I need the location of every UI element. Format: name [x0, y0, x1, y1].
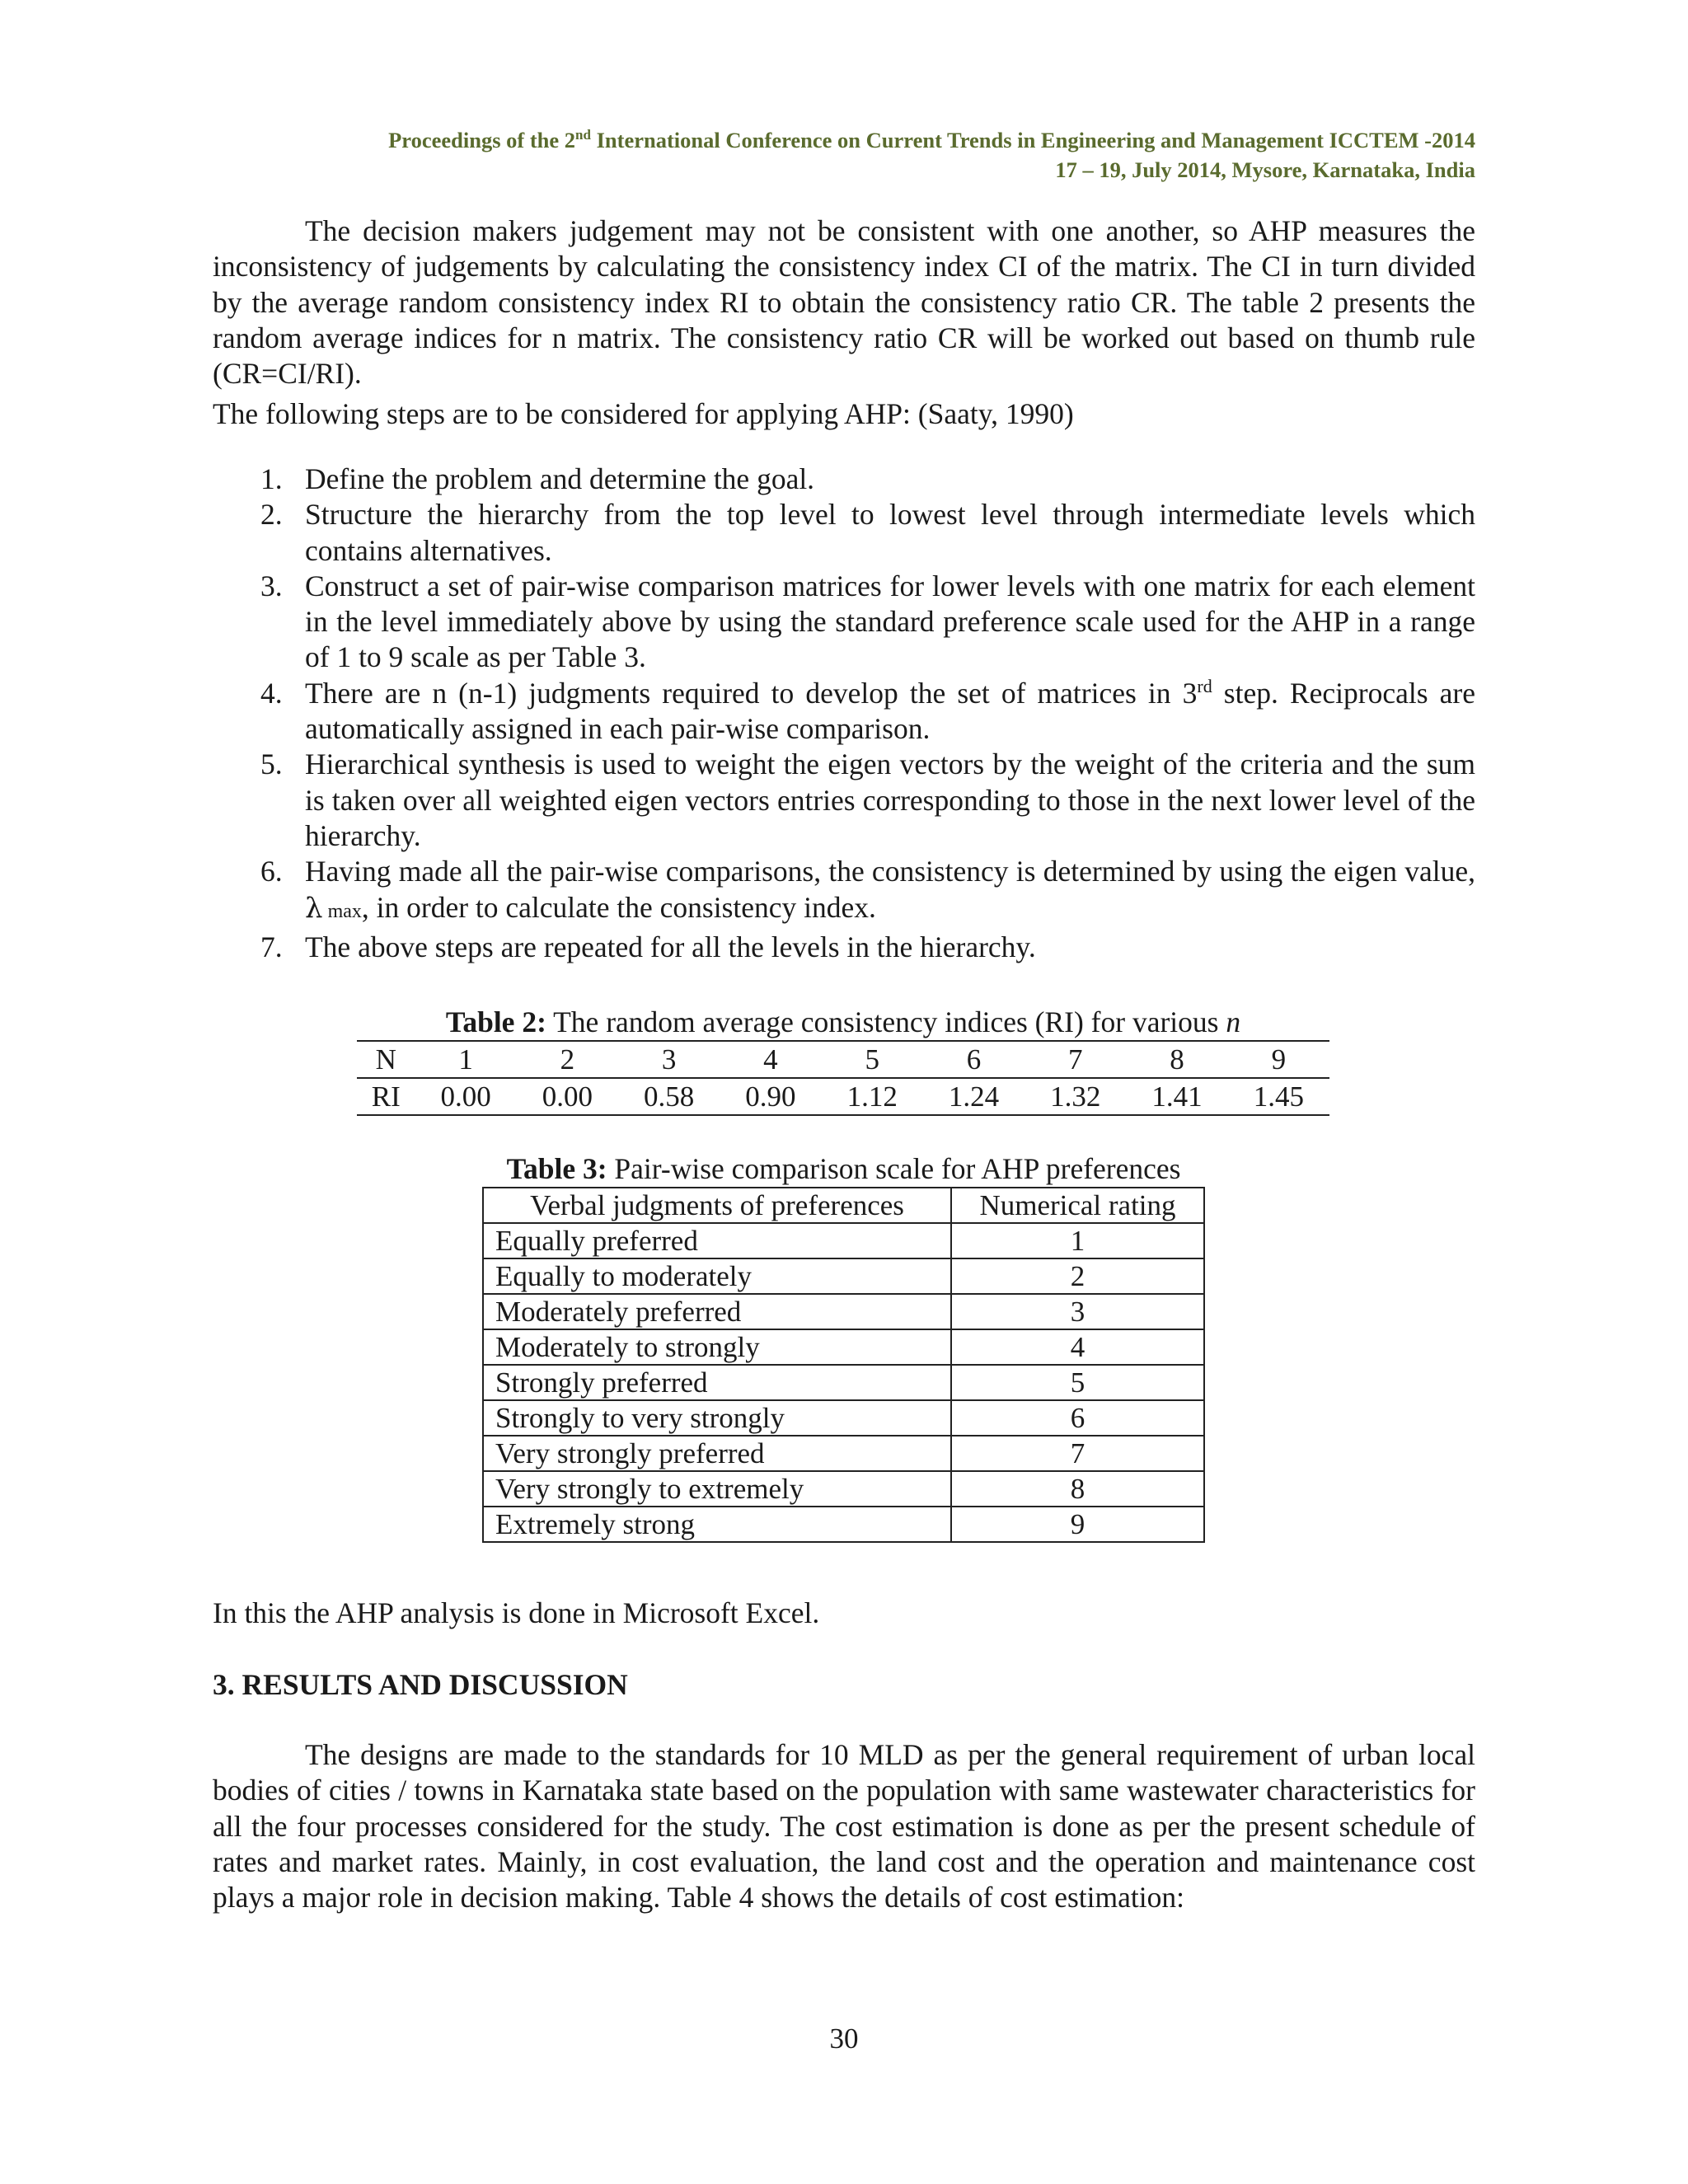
table-row: Very strongly preferred 7 — [483, 1436, 1204, 1471]
steps-intro: The following steps are to be considered for applying AHP: (Saaty, 1990) — [213, 397, 1074, 430]
table-row: Strongly preferred 5 — [483, 1365, 1204, 1400]
table-row: Equally preferred 1 — [483, 1223, 1204, 1258]
header-line-1: Proceedings of the 2nd International Conference on Current Trends in Engineering and Management ICCTEM -2014 — [388, 127, 1475, 152]
running-header — [157, 125, 1475, 185]
lambda-symbol: λ — [305, 891, 323, 925]
table3-comparison-scale — [482, 1187, 1205, 1543]
list-item: 3. Construct a set of pair-wise comparison matrices for lower levels with one matrix for each element in the level immediately above by using the standard preference scale used for the AHP in a range of 1 to 9 scale as per Table 3. — [260, 569, 1475, 674]
list-item: 4. There are n (n-1) judgments required to develop the set of matrices in 3rd step. Reciprocals are automatically assigned in each pair-wise comparison. — [260, 675, 1475, 746]
excel-note: In this the AHP analysis is done in Microsoft Excel. — [213, 1596, 820, 1629]
list-item: 7. The above steps are repeated for all the levels in the hierarchy. — [260, 930, 1036, 963]
table-row: Very strongly to extremely 8 — [483, 1471, 1204, 1507]
ahp-steps-list — [213, 462, 1475, 965]
table-row: Strongly to very strongly 6 — [483, 1400, 1204, 1436]
list-item: 5. Hierarchical synthesis is used to weight the eigen vectors by the weight of the criteria and the sum is taken over all weighted eigen vectors entries corresponding to those in the next lower level of the hierarchy. — [260, 748, 1475, 852]
list-item: 1. Define the problem and determine the goal. — [260, 462, 815, 495]
table-row: Moderately preferred 3 — [483, 1294, 1204, 1329]
section-heading: 3. RESULTS AND DISCUSSION — [213, 1668, 628, 1701]
table-row: Moderately to strongly 4 — [483, 1329, 1204, 1365]
table-row: Extremely strong 9 — [483, 1507, 1204, 1542]
table-header-row: Verbal judgments of preferences Numerical rating — [483, 1188, 1204, 1223]
table2-caption: Table 2: The random average consistency indices (RI) for various n — [445, 1005, 1241, 1038]
intro-paragraph: The decision makers judgement may not be consistent with one another, so AHP measures the inconsistency of judgements by calculating the consistency index CI of the matrix. The CI in turn divided by the average random consistency index RI to obtain the consistency ratio CR. The table 2 presents the random average indices for n matrix. The consistency ratio CR will be worked out based on thumb rule (CR=CI/RI). — [213, 214, 1475, 391]
list-item: 2. Structure the hierarchy from the top level to lowest level through intermediate levels which contains alternatives. — [260, 498, 1475, 567]
list-item: 6. Having made all the pair-wise comparisons, the consistency is determined by using the eigen value, λ max, in order to calculate the consistency index. — [260, 855, 1475, 925]
table2-ri-values — [357, 1040, 1329, 1116]
table-row: RI 0.00 0.00 0.58 0.90 1.12 1.24 1.32 1.41 1.45 — [357, 1078, 1329, 1115]
table-row: Equally to moderately 2 — [483, 1258, 1204, 1294]
table-row: N 1 2 3 4 5 6 7 8 9 — [357, 1041, 1329, 1078]
results-paragraph: The designs are made to the standards for 10 MLD as per the general requirement of urban local bodies of cities / towns in Karnataka state based on the population with same wastewater characteristics for all the four processes considered for the study. The cost estimation is done as per the present schedule of rates and market rates. Mainly, in cost evaluation, the land cost and the operation and maintenance cost plays a major role in decision making. Table 4 shows the details of cost estimation: — [213, 1738, 1475, 1915]
page-number: 30 — [829, 2022, 859, 2055]
table3-caption: Table 3: Pair-wise comparison scale for AHP preferences — [506, 1152, 1181, 1185]
header-line-2: 17 – 19, July 2014, Mysore, Karnataka, India — [1055, 157, 1475, 182]
